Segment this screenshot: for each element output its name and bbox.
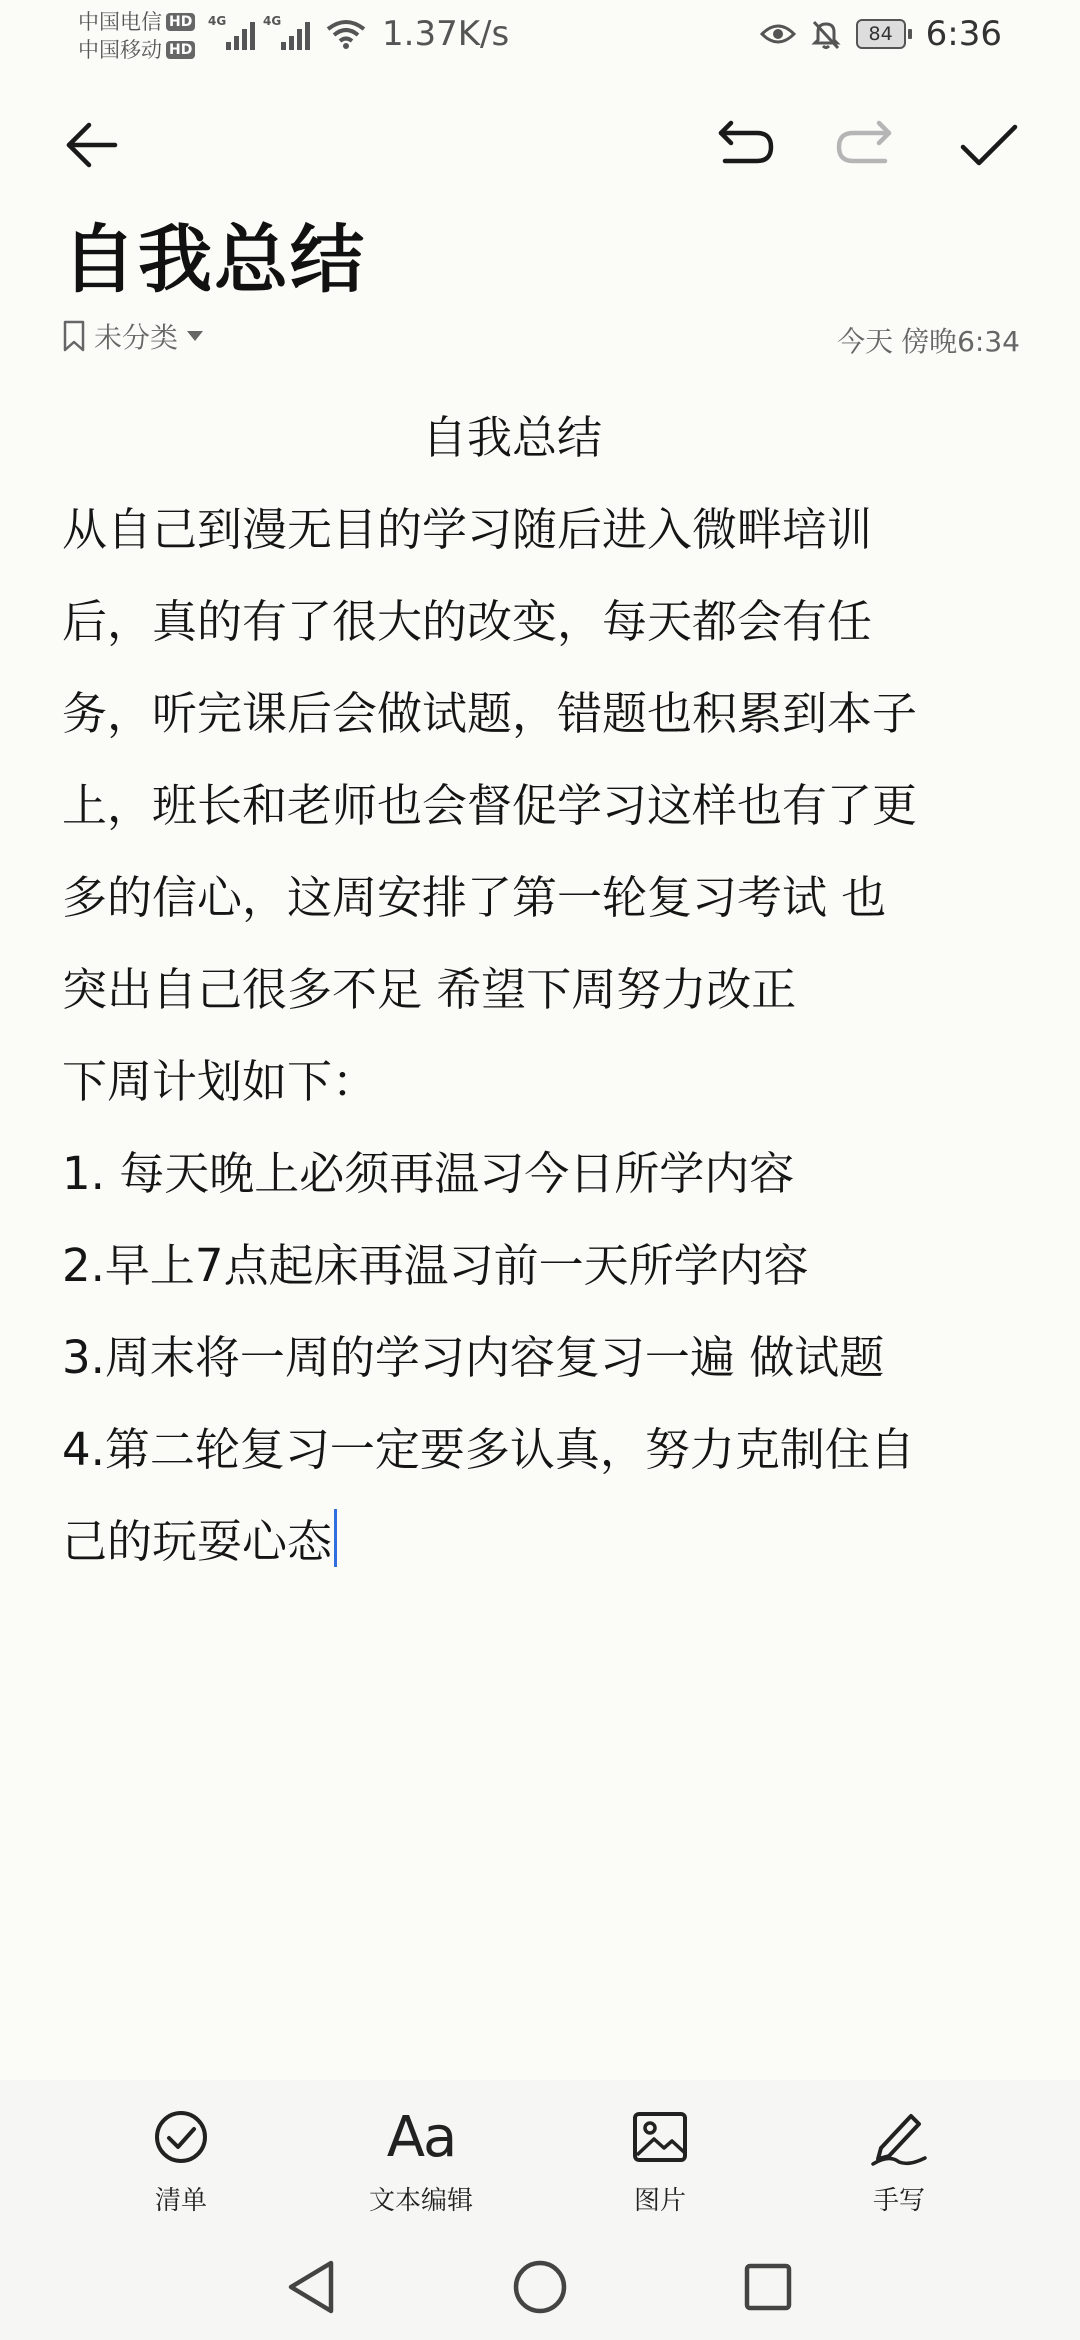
- body-line: 从自己到漫无目的学习随后进入微畔培训: [62, 503, 873, 556]
- body-line: 突出自己很多不足 希望下周努力改正: [62, 963, 797, 1016]
- check-circle-icon: [153, 2109, 209, 2165]
- carrier-info: [78, 8, 195, 64]
- nav-recents-button[interactable]: [733, 2252, 803, 2322]
- body-line: 4.第二轮复习一定要多认真，努力克制住自: [62, 1423, 915, 1476]
- note-time: 傍晚6:34: [901, 325, 1020, 358]
- circle-home-icon: [512, 2259, 568, 2315]
- nav-home-button[interactable]: [505, 2252, 575, 2322]
- body-line-last: [62, 1496, 1022, 1588]
- hd-badge: HD: [166, 13, 195, 31]
- status-bar: [0, 0, 1080, 78]
- eye-icon: [760, 20, 796, 48]
- checklist-label: 清单: [154, 2186, 207, 2216]
- mute-bell-icon: [810, 18, 842, 50]
- image-label: 图片: [633, 2186, 686, 2216]
- signal-indicators: [208, 14, 366, 50]
- text-edit-label: 文本编辑: [368, 2186, 473, 2216]
- note-title[interactable]: 自我总结: [62, 217, 366, 303]
- network-type: 4G: [263, 14, 282, 28]
- body-line: 2.早上7点起床再温习前一天所学内容: [62, 1239, 809, 1292]
- body-line-text: 己的玩耍心态: [62, 1515, 333, 1568]
- body-line: 务，听完课后会做试题，错题也积累到本子: [62, 687, 918, 740]
- undo-icon: [713, 117, 777, 173]
- body-line: 下周计划如下：: [62, 1055, 378, 1108]
- category-selector[interactable]: [62, 316, 204, 356]
- bottom-toolbar: [0, 2080, 1080, 2230]
- body-heading: 自我总结: [421, 411, 602, 464]
- pen-icon: [869, 2108, 929, 2166]
- category-label: 未分类: [94, 321, 179, 354]
- wifi-icon: [326, 18, 366, 50]
- battery-icon: [856, 19, 912, 49]
- note-date: 今天: [837, 325, 894, 358]
- body-line: 上，班长和老师也会督促学习这样也有了更: [62, 779, 918, 832]
- clock: 6:36: [925, 14, 1002, 54]
- image-button[interactable]: [560, 2102, 760, 2217]
- network-type: 4G: [208, 14, 227, 28]
- carrier-1: 中国电信: [78, 10, 162, 34]
- top-toolbar: [0, 100, 1080, 190]
- note-meta: [62, 310, 1020, 358]
- bookmark-icon: [62, 320, 86, 352]
- undo-button[interactable]: [700, 100, 790, 190]
- system-nav-bar: [0, 2230, 1080, 2340]
- image-icon: [632, 2111, 688, 2163]
- battery-level: 84: [856, 19, 906, 49]
- body-line: 多的信心，这周安排了第一轮复习考试 也: [62, 871, 887, 924]
- redo-button[interactable]: [820, 100, 910, 190]
- body-line: 1. 每天晚上必须再温习今日所学内容: [62, 1147, 795, 1200]
- note-timestamp: [837, 320, 1020, 360]
- text-edit-button[interactable]: [321, 2102, 521, 2217]
- redo-icon: [833, 117, 897, 173]
- caret-down-icon: [186, 329, 204, 343]
- hd-badge: HD: [166, 41, 195, 59]
- signal-icon: [263, 14, 310, 50]
- checklist-button[interactable]: [81, 2102, 281, 2217]
- text-cursor: [334, 1509, 337, 1567]
- body-line: 后，真的有了很大的改变，每天都会有任: [62, 595, 873, 648]
- carrier-2: 中国移动: [78, 38, 162, 62]
- handwrite-button[interactable]: [799, 2102, 999, 2217]
- arrow-left-icon: [63, 117, 119, 173]
- body-line: 3.周末将一周的学习内容复习一遍 做试题: [62, 1331, 885, 1384]
- done-button[interactable]: [944, 100, 1034, 190]
- check-icon: [959, 117, 1019, 173]
- note-body-editor[interactable]: [62, 392, 1022, 1588]
- square-recents-icon: [742, 2261, 794, 2313]
- nav-back-button[interactable]: [276, 2252, 346, 2322]
- handwrite-label: 手写: [872, 2186, 925, 2216]
- signal-icon: [208, 14, 255, 50]
- network-speed: 1.37K/s: [382, 14, 510, 54]
- back-button[interactable]: [46, 100, 136, 190]
- triangle-back-icon: [285, 2259, 337, 2315]
- status-right: [760, 14, 1002, 54]
- text-format-icon: Aa: [386, 2104, 456, 2170]
